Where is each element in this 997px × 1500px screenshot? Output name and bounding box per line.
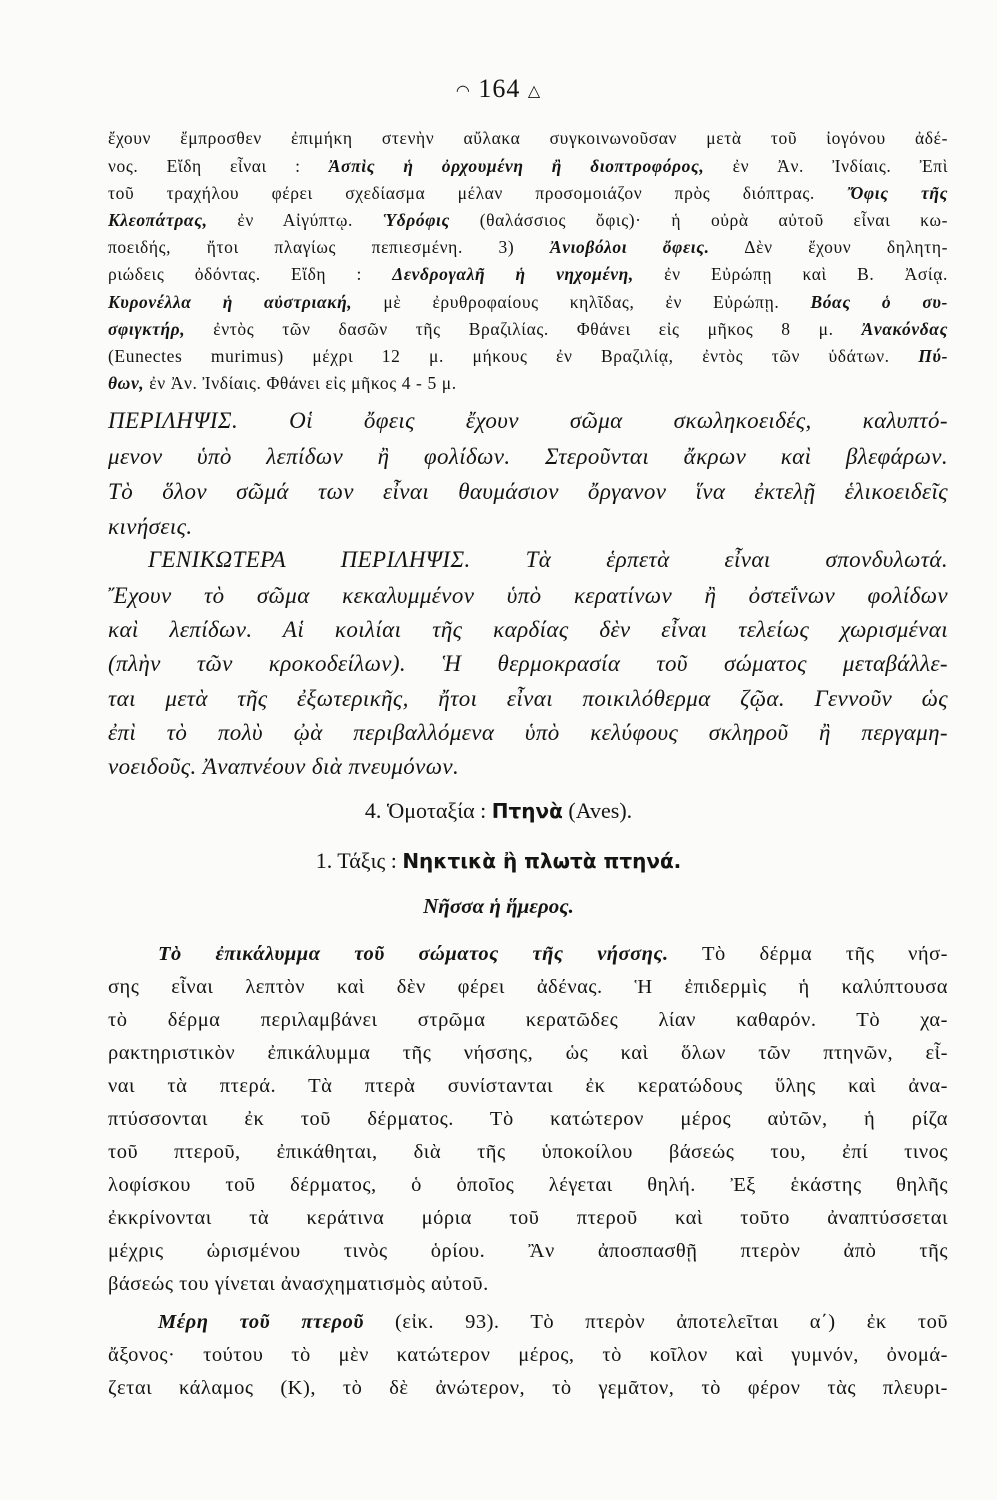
summary-line: Τὸ ὅλον σῶμά των εἶναι θαυμάσιον ὄργανον ἵνα ἐκτελῇ ἑλικοειδεῖς bbox=[108, 479, 948, 504]
body-line: τοῦ πτεροῦ, ἐπικάθηται, διὰ τῆς ὑποκοίλου βάσεώς του, ἐπί τινος bbox=[108, 1141, 948, 1163]
class-heading: 4. Ὁμοταξία : Πτηνὰ (Aves). bbox=[364, 798, 633, 823]
summary-line: (πλὴν τῶν κροκοδείλων). Ἡ θερμοκρασία τοῦ σώματος μεταβάλλε- bbox=[108, 651, 948, 676]
text-line: τοῦ τραχήλου φέρει σχεδίασμα μέλαν προσομοιάζον πρὸς διόπτρας. Ὄφις τῆς bbox=[108, 183, 948, 203]
ornament-left-icon: ◠ bbox=[455, 83, 471, 101]
body-line: Μέρη τοῦ πτεροῦ (εἰκ. 93). Τὸ πτερὸν ἀποτελεῖται α΄) ἐκ τοῦ bbox=[158, 1311, 949, 1333]
text-line: ριώδεις ὀδόντας. Εἴδη : Δενδρογαλῆ ἡ νηχομένη, ἐν Εὐρώπῃ καὶ Β. Ἀσίᾳ. bbox=[108, 264, 948, 284]
body-line: βάσεώς του γίνεται ἀνασχηματισμὸς αὐτοῦ. bbox=[108, 1273, 489, 1295]
body-line: τὸ δέρμα περιλαμβάνει στρῶμα κερατῶδες λίαν καθαρόν. Τὸ χα- bbox=[108, 1009, 948, 1031]
order-heading: 1. Τάξις : Νηκτικὰ ἢ πλωτὰ πτηνά. bbox=[315, 848, 682, 873]
summary-line: νοειδοῦς. Ἀναπνέουν διὰ πνευμόνων. bbox=[108, 754, 460, 779]
text-line: θων, ἐν Ἀν. Ἰνδίαις. Φθάνει εἰς μῆκος 4 - 5 μ. bbox=[108, 373, 457, 393]
page-number: ◠ 164 △ bbox=[455, 74, 542, 103]
body-line: σης εἶναι λεπτὸν καὶ δὲν φέρει ἀδένας. Ἡ ἐπιδερμὶς ἡ καλύπτουσα bbox=[108, 976, 948, 998]
text-line: (Eunectes murimus) μέχρι 12 μ. μήκους ἐν Βραζιλίᾳ, ἐντὸς τῶν ὑδάτων. Πύ- bbox=[108, 346, 948, 366]
body-line: μέχρις ὡρισμένου τινὸς ὁρίου. Ἂν ἀποσπασθῇ πτερὸν ἀπὸ τῆς bbox=[108, 1240, 948, 1262]
summary-line: μενον ὑπὸ λεπίδων ἢ φολίδων. Στεροῦνται ἄκρων καὶ βλεφάρων. bbox=[108, 444, 948, 469]
text-line: ποειδής, ἤτοι πλαγίως πεπιεσμένη. 3) Ἀνιοβόλοι ὄφεις. Δὲν ἔχουν δηλητη- bbox=[108, 237, 948, 257]
body-line: λοφίσκου τοῦ δέρματος, ὁ ὁποῖος λέγεται θηλή. Ἐξ ἑκάστης θηλῆς bbox=[108, 1174, 948, 1196]
text-line: νος. Εἴδη εἶναι : Ἀσπὶς ἡ ὀρχουμένη ἢ διοπτροφόρος, ἐν Ἀν. Ἰνδίαις. Ἐπὶ bbox=[108, 156, 948, 176]
text-line: Κυρονέλλα ἡ αὐστριακή, μὲ ἐρυθροφαίους κηλῖδας, ἐν Εὐρώπῃ. Βόας ὁ συ- bbox=[108, 292, 948, 312]
summary-line: ΓΕΝΙΚΩΤΕΡΑ ΠΕΡΙΛΗΨΙΣ. Τὰ ἑρπετὰ εἶναι σπονδυλωτά. bbox=[148, 547, 948, 572]
body-line: ἄξονος· τούτου τὸ μὲν κατώτερον μέρος, τὸ κοῖλον καὶ γυμνόν, ὀνομά- bbox=[108, 1344, 948, 1366]
body-line: ρακτηριστικὸν ἐπικάλυμμα τῆς νήσσης, ὡς καὶ ὅλων τῶν πτηνῶν, εἶ- bbox=[108, 1042, 948, 1064]
summary-line: ΠΕΡΙΛΗΨΙΣ. Οἱ ὄφεις ἔχουν σῶμα σκωληκοειδές, καλυπτό- bbox=[108, 408, 948, 433]
text-line: ἔχουν ἔμπροσθεν ἐπιμήκη στενὴν αὔλακα συγκοινωνοῦσαν μετὰ τοῦ ἰογόνου ἀδέ- bbox=[108, 128, 948, 148]
summary-line: Ἔχουν τὸ σῶμα κεκαλυμμένον ὑπὸ κερατίνων ἢ ὀστεΐνων φολίδων bbox=[108, 583, 948, 608]
summary-line: ἐπὶ τὸ πολὺ ᾠὰ περιβαλλόμενα ὑπὸ κελύφους σκληροῦ ἢ περγαμη- bbox=[108, 720, 948, 745]
body-line: Τὸ ἐπικάλυμμα τοῦ σώματος τῆς νήσσης. Τὸ δέρμα τῆς νήσ- bbox=[158, 943, 948, 965]
text-line: σφιγκτήρ, ἐντὸς τῶν δασῶν τῆς Βραζιλίας. Φθάνει εἰς μῆκος 8 μ. Ἀνακόνδας bbox=[108, 319, 948, 339]
text-line: Κλεοπάτρας, ἐν Αἰγύπτῳ. Ὑδρόφις (θαλάσσιος ὄφις)· ἡ οὐρὰ αὐτοῦ εἶναι κω- bbox=[108, 210, 948, 230]
summary-line: καὶ λεπίδων. Αἱ κοιλίαι τῆς καρδίας δὲν εἶναι τελείως χωρισμέναι bbox=[108, 617, 948, 642]
body-line: ἐκκρίνονται τὰ κεράτινα μόρια τοῦ πτεροῦ καὶ τοῦτο ἀναπτύσσεται bbox=[108, 1207, 948, 1229]
body-line: ναι τὰ πτερά. Τὰ πτερὰ συνίστανται ἐκ κερατώδους ὕλης καὶ ἀνα- bbox=[108, 1075, 948, 1097]
summary-line: κινήσεις. bbox=[108, 514, 193, 539]
ornament-right-icon: △ bbox=[527, 83, 542, 101]
species-heading: Νῆσσα ἡ ἥμερος. bbox=[423, 894, 574, 918]
summary-line: ται μετὰ τῆς ἐξωτερικῆς, ἤτοι εἶναι ποικιλόθερμα ζῷα. Γεννοῦν ὡς bbox=[108, 686, 948, 711]
body-line: πτύσσονται ἐκ τοῦ δέρματος. Τὸ κατώτερον μέρος αὐτῶν, ἡ ρίζα bbox=[108, 1108, 948, 1130]
body-line: ζεται κάλαμος (Κ), τὸ δὲ ἀνώτερον, τὸ γεμᾶτον, τὸ φέρον τὰς πλευρι- bbox=[108, 1377, 948, 1399]
